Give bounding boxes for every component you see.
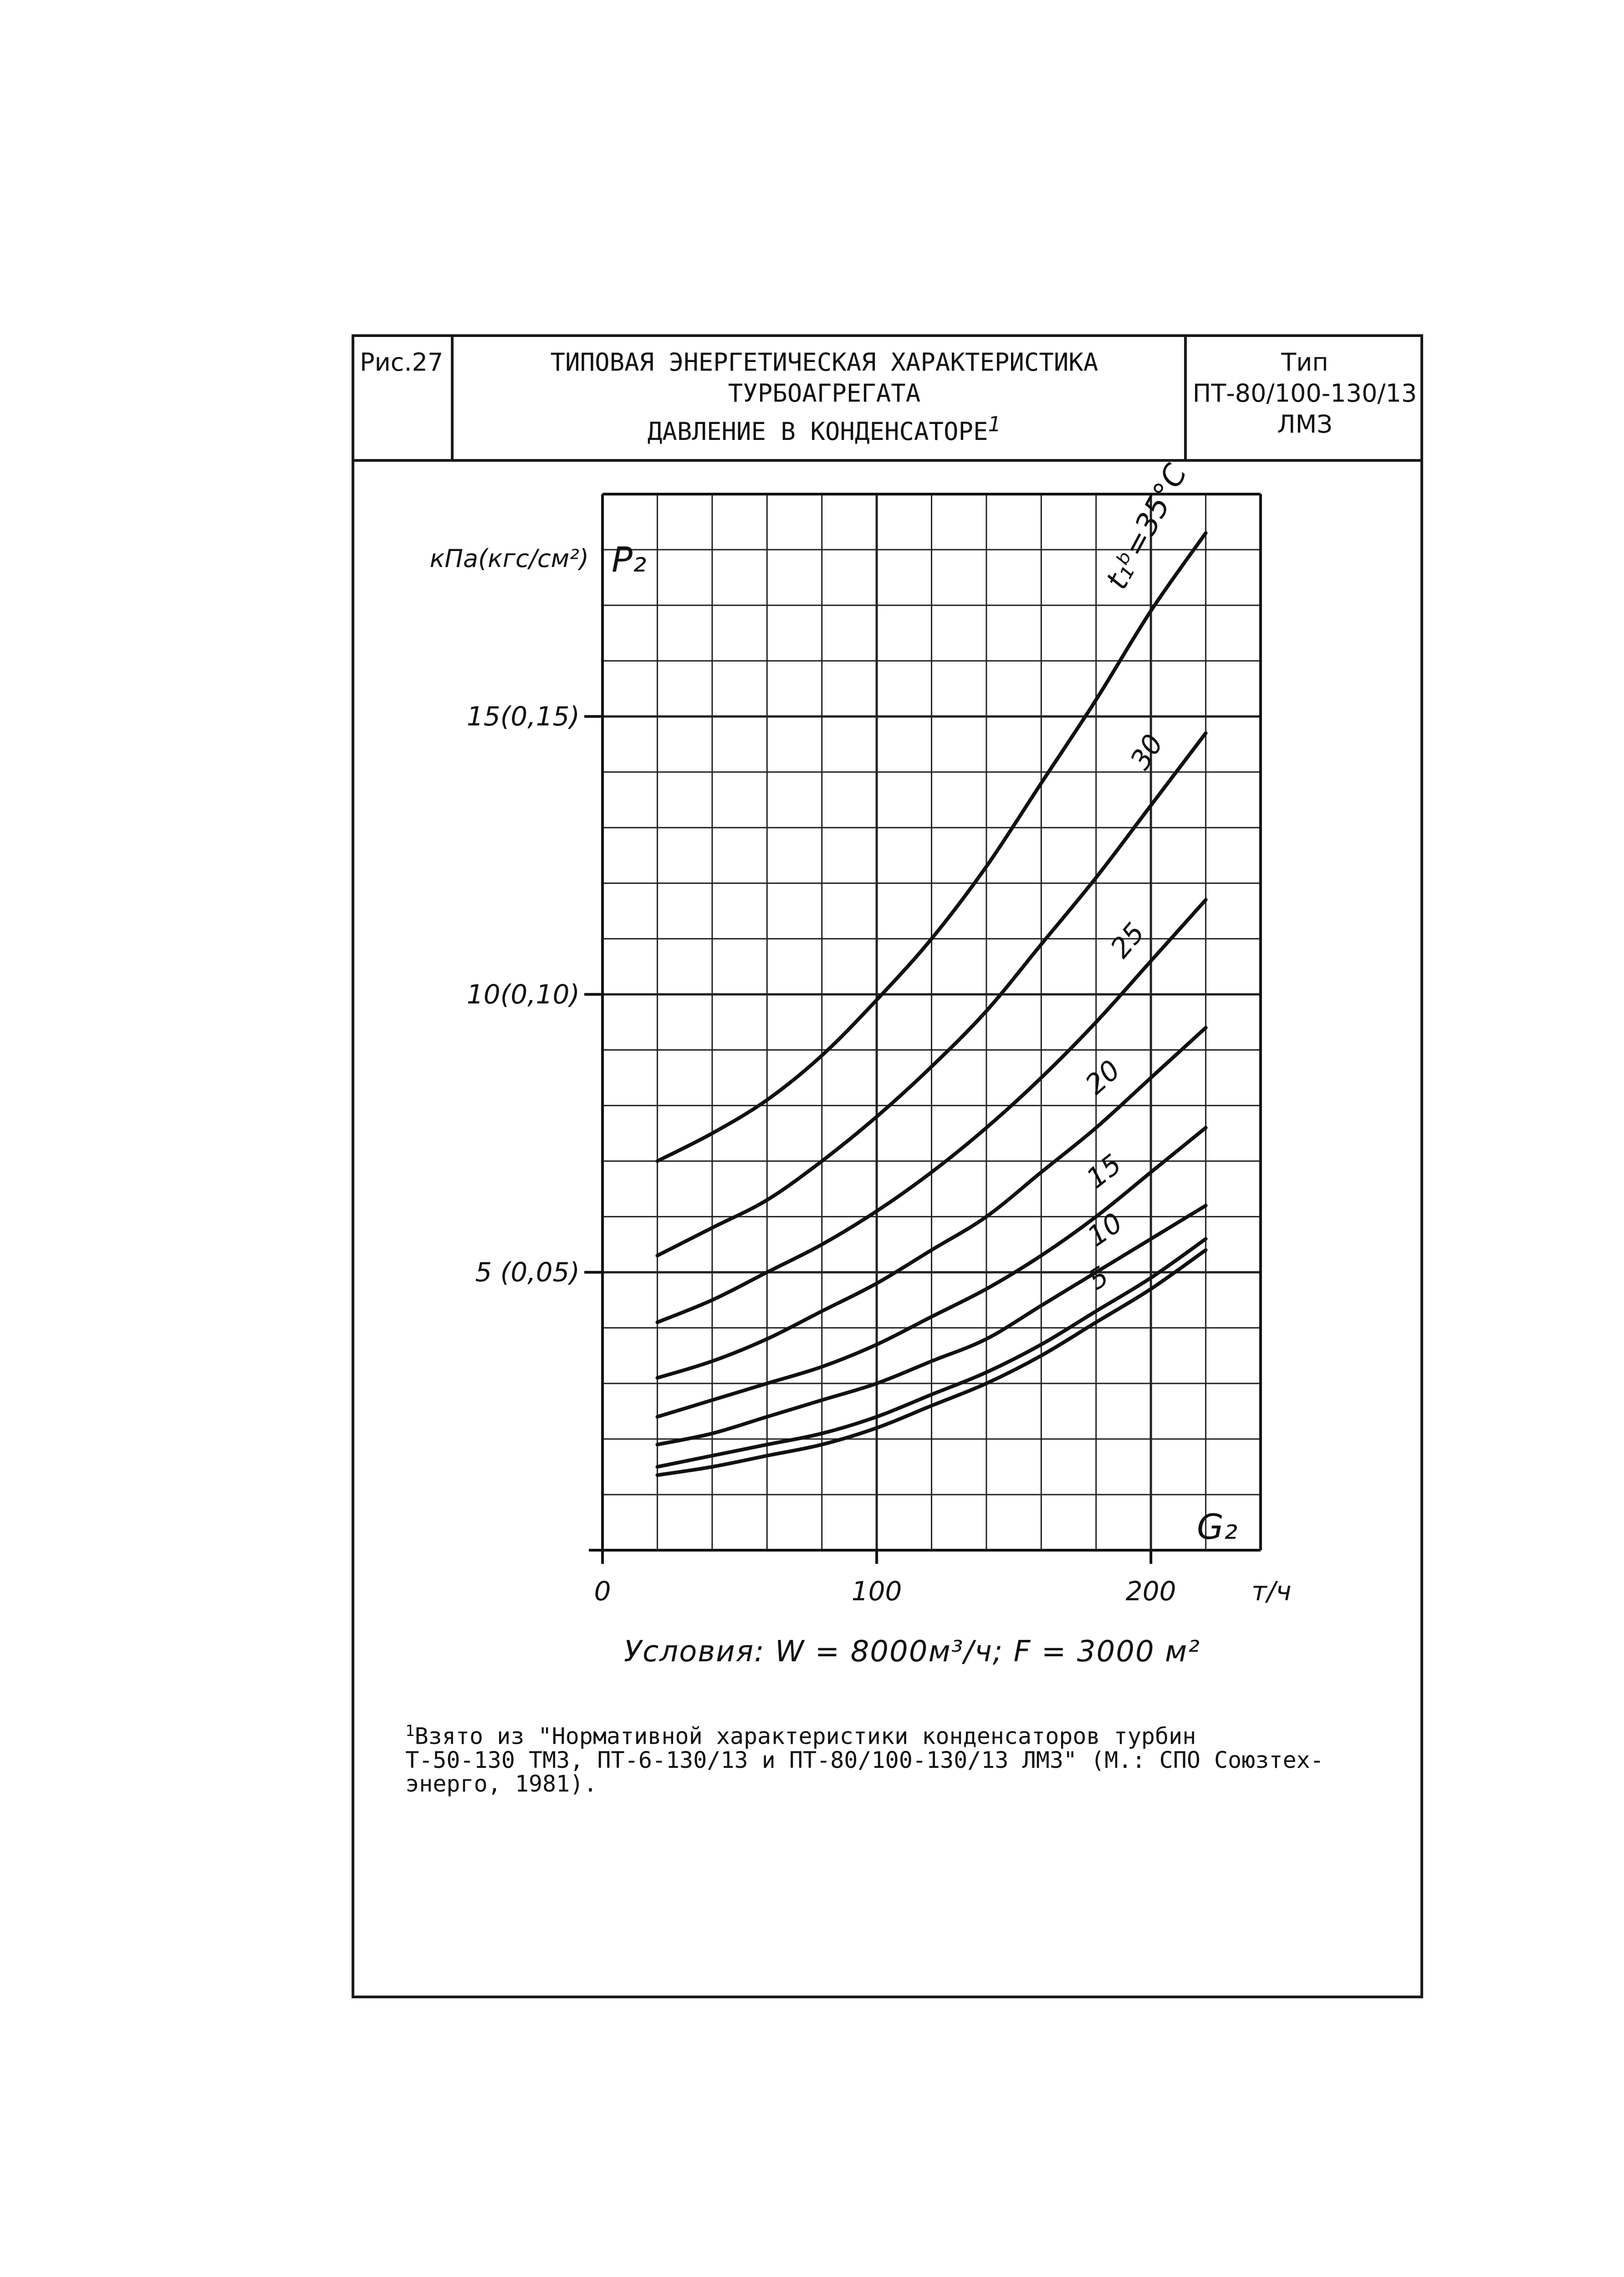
- type-model: ПТ-80/100-130/13: [1192, 379, 1417, 408]
- y-tick-label: 10(0,10): [466, 979, 580, 1010]
- title-line-2: ДАВЛЕНИЕ В КОНДЕНСАТОРЕ$^1$: [647, 412, 1001, 446]
- x-tick-label: 200: [1125, 1576, 1176, 1607]
- series-label: 30: [1124, 729, 1170, 776]
- x-axis-symbol: G₂: [1197, 1506, 1238, 1547]
- y-tick-label: 5 (0,05): [475, 1256, 580, 1288]
- footnote-line-3: энерго, 1981).: [405, 1770, 598, 1797]
- chart-grid: [603, 494, 1261, 1550]
- chart-axes: [584, 494, 1261, 1564]
- title-line-1: ТИПОВАЯ ЭНЕРГЕТИЧЕСКАЯ ХАРАКТЕРИСТИКА ТУРБОАГРЕГАТА: [550, 348, 1098, 408]
- footnote: [405, 1719, 1362, 1796]
- x-tick-label: 0: [594, 1576, 611, 1607]
- y-axis-label: кПа(кгс/см²): [429, 544, 589, 573]
- series-label: 5: [1083, 1260, 1115, 1297]
- title-note-mark: 1: [988, 412, 1001, 436]
- x-axis-unit: т/ч: [1251, 1576, 1292, 1607]
- x-tick-label: 100: [851, 1576, 902, 1607]
- figure-label: Рис.27: [360, 348, 444, 377]
- series-label: 20: [1079, 1054, 1127, 1101]
- series-label: 10: [1082, 1206, 1129, 1253]
- type-label: Тип: [1281, 348, 1328, 377]
- y-tick-label: 15(0,15): [466, 701, 580, 732]
- series-label: 25: [1104, 917, 1151, 965]
- footnote-mark: 1: [405, 1722, 415, 1740]
- conditions-text: Условия: W = 8000м³/ч; F = 3000 м²: [624, 1635, 1200, 1669]
- type-plant: ЛМЗ: [1277, 410, 1333, 439]
- y-axis-symbol: P₂: [612, 539, 647, 580]
- footnote-line-2: Т-50-130 ТМЗ, ПТ-6-130/13 и ПТ-80/100-130/13 ЛМЗ" (М.: СПО Союзтех-: [405, 1746, 1324, 1773]
- footnote-line-1: $^1$Взято из "Нормативной характеристики конденсаторов турбин: [405, 1722, 1196, 1750]
- series-label: 15: [1080, 1148, 1128, 1195]
- series-label: t₁ᵇ=35°C: [1099, 458, 1194, 595]
